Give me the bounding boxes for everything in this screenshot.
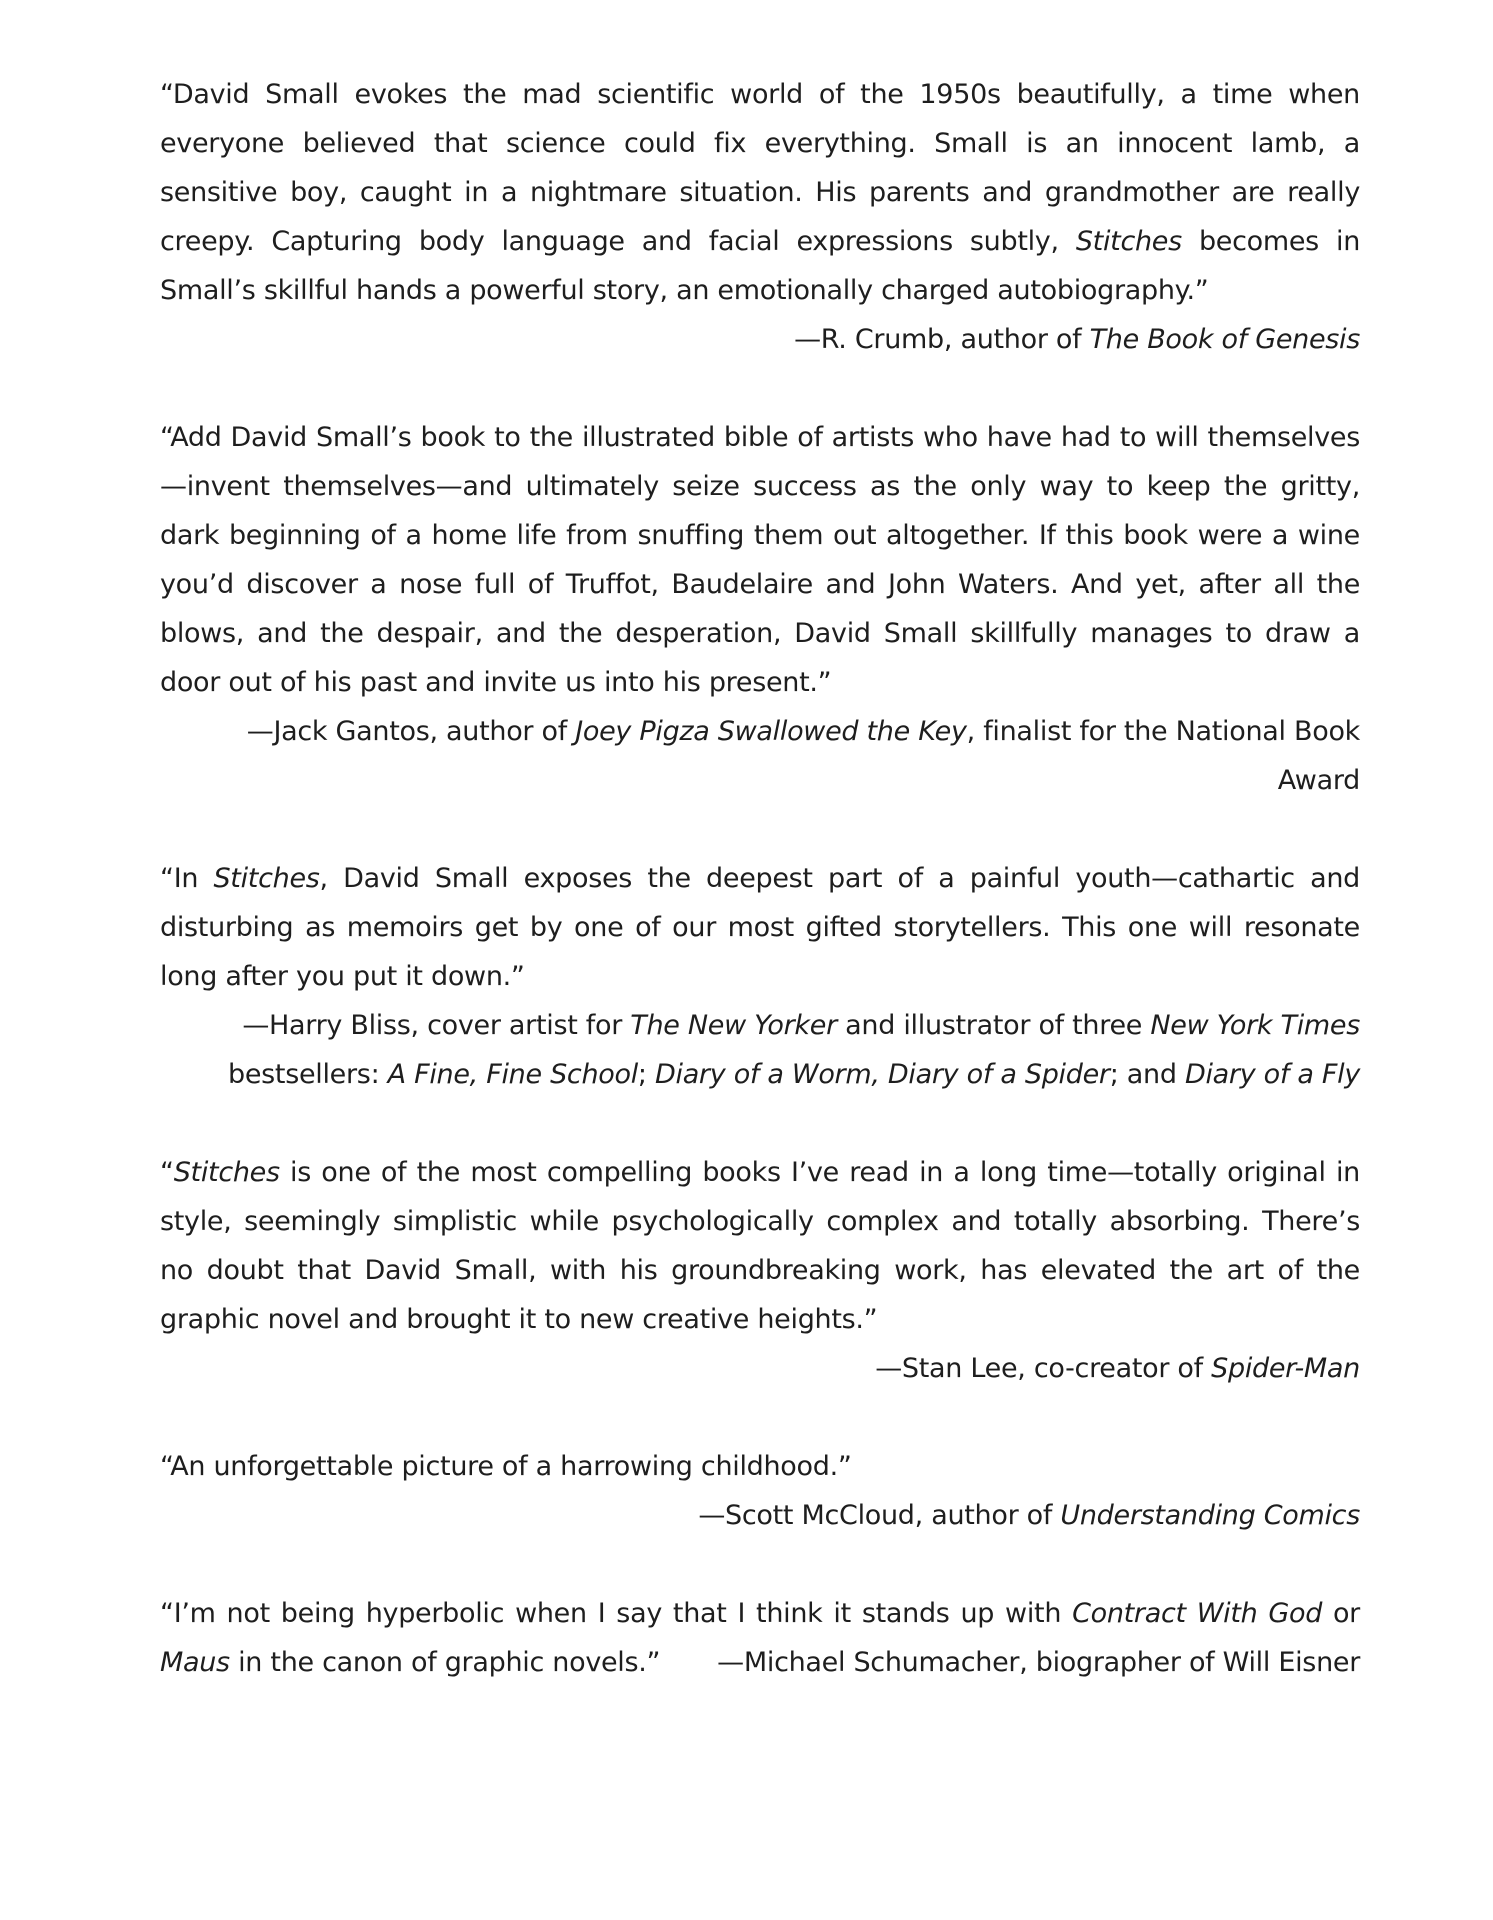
blurb-page: [160, 70, 1360, 1736]
attribution-text: —Jack Gantos, author of: [246, 716, 576, 747]
quote-text: [160, 854, 1361, 1041]
book-title: Diary of a Fly: [1184, 1059, 1360, 1090]
quote-schumacher: [160, 1589, 1360, 1687]
book-title: Stitches: [173, 1157, 280, 1188]
quote-text: “An unforgettable picture of a harrowing childhood.”: [160, 1451, 852, 1482]
attribution-text: —Stan Lee, co-creator of: [875, 1353, 1212, 1384]
quote-crumb: [160, 70, 1360, 364]
attribution-text: , finalist for the National Book Award: [966, 716, 1360, 796]
attribution-text: —R. Crumb, author of: [794, 324, 1090, 355]
quote-bliss: [160, 854, 1360, 1099]
book-title: Stitches: [1075, 226, 1182, 257]
book-title: Stitches: [213, 863, 320, 894]
quote-text: [160, 70, 1361, 355]
quote-text-part: or: [1322, 1598, 1360, 1629]
attribution-continued: [160, 1050, 1360, 1099]
quote-text: “Add David Small’s book to the illustrated bible of artists who have had to will themselves—invent themselves—and ultimately seize success as the only way to keep the gritty, dark beginning of a home life from snuffing them out altogether. If this book were a wine you’d discover a nose full of Truffot, Baudelaire and John Waters. And yet, after all the blows, and the despair, and the desperation, David Small skillfully manages to draw a door out of his past and invite us into his present.”: [160, 422, 1360, 698]
quote-text: [160, 1589, 1360, 1687]
quote-text-part: is one of the most compelling books I’ve read in a long time—totally original in style, seemingly simplistic while psychologically complex and totally absorbing. There’s no doubt that David Small, with his groundbreaking work, has elevated the art of the graphic novel and brought it to new creative heights.”: [160, 1157, 1360, 1335]
quote-text-part: “David Small evokes the mad scientific world of the 1950s beautifully, a time when everyone believed that science could fix everything. Small is an innocent lamb, a sensitive boy, caught in a nightmare situation. His parents and grandmother are really creepy. Capturing body language and facial expressions subtly,: [160, 79, 1360, 257]
quote-lee: [160, 1148, 1360, 1393]
attribution: —Michael Schumacher, biographer of Will Eisner: [717, 1647, 1360, 1678]
book-title: Contract With God: [1072, 1598, 1323, 1629]
book-title: Spider-Man: [1211, 1353, 1360, 1384]
book-title: The Book of Genesis: [1089, 324, 1360, 355]
quote-text: [160, 1148, 1360, 1384]
quote-text-part: “I’m not being hyperbolic when I say that I think it stands up with: [160, 1598, 1073, 1629]
publication-title: The New Yorker: [630, 1010, 837, 1041]
publication-title: New York Times: [1150, 1010, 1360, 1041]
attribution: [160, 1491, 1360, 1540]
quote-text-part: in the canon of graphic novels.”: [229, 1647, 661, 1678]
quote-text-part: becomes in Small’s skillful hands a powerful story, an emotionally charged autobiography.”: [160, 226, 1361, 306]
book-title: Maus: [160, 1647, 230, 1678]
attribution: [770, 315, 1360, 364]
attribution-text: —Scott McCloud, author of: [698, 1500, 1061, 1531]
attribution-text: and illustrator of three: [836, 1010, 1151, 1041]
quote-mccloud: [160, 1442, 1360, 1540]
quote-text-part: “: [160, 1157, 174, 1188]
attribution: [851, 1344, 1360, 1393]
attribution-text: ;: [637, 1059, 655, 1090]
quote-gantos: [160, 413, 1360, 805]
attribution-text: —Harry Bliss, cover artist for: [242, 1010, 631, 1041]
attribution-text: bestsellers:: [228, 1059, 388, 1090]
quote-text-part: “In: [160, 863, 214, 894]
quote-text-part: , David Small exposes the deepest part of a painful youth—cathartic and disturbing as memoirs get by one of our most gifted storytellers. This one will resonate long after you put it down.”: [160, 863, 1361, 992]
book-title: Diary of a Worm, Diary of a Spider: [655, 1059, 1110, 1090]
book-title: Understanding Comics: [1060, 1500, 1360, 1531]
attribution: [218, 1001, 1360, 1050]
attribution: [160, 707, 1360, 805]
attribution-text: ; and: [1109, 1059, 1185, 1090]
book-title: Joey Pigza Swallowed the Key: [575, 716, 967, 747]
book-title: A Fine, Fine School: [387, 1059, 638, 1090]
